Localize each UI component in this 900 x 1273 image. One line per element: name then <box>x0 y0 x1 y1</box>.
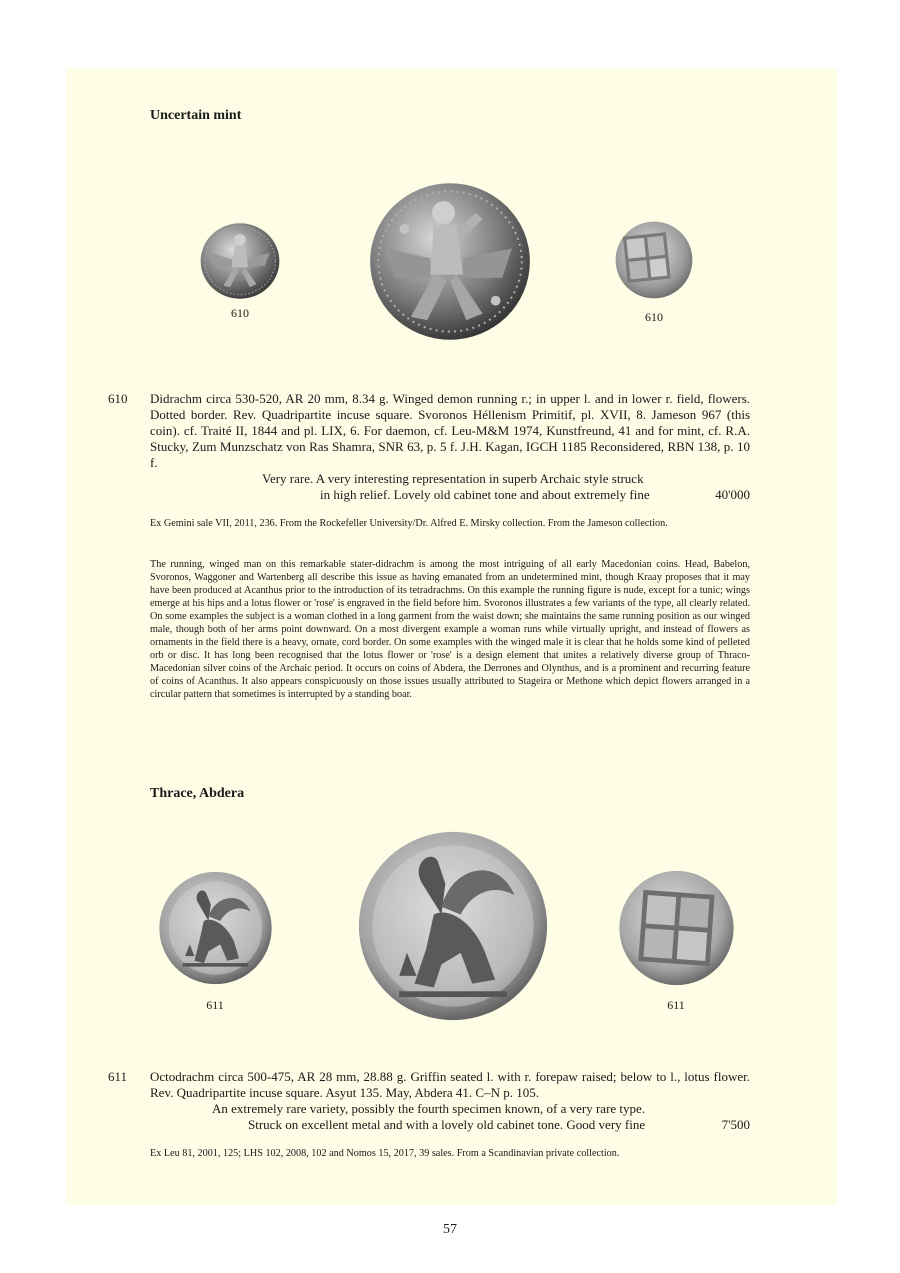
coin-label-611-obverse: 611 <box>206 998 224 1012</box>
lot-commentary-610: The running, winged man on this remarkable stater-didrachm is among the most intriguing of all early Macedonian coins. Head, Babelon, Svoronos, Waggoner and Wartenberg all describe this issue as having emanated from an undetermined mint, though Kraay proposes that it may have been produced at Acanthus prior to the introduction of its tetradrachms. On this example the running figure is nude, except for a tunic; wings emerge at his hips and a lotus flower or 'rose' is engraved in the field before him. Svoronos illustrates a few variants of the type, all clearly related. On some examples the subject is a woman clothed in a long garment from the waist down; she maintains the same running position as our winged male, though both of her arms point downward. On a most divergent example a woman runs while virtually upright, and instead of flowers as ornaments in the field there is a heavy, ornate, cord border. On some examples with the winged male it is clear that he holds some kind of pelleted orb or disc. It has long been recognised that the lotus flower or 'rose' is a design element that unites a relatively diverse group of Thraco-Macedonian silver coins of the Archaic period. It occurs on coins of Abdera, the Derrones and Olynthus, and is a prominent and recurring feature of coins of Acanthus. It also appears conspicuously on those issues usually attributed to Stageira or Methone which depict flowers arranged in a circular pattern that sometimes is interrupted by a standing boar. <box>150 559 750 700</box>
lot-number-610: 610 <box>108 391 128 406</box>
lot-description-611: Octodrachm circa 500-475, AR 28 mm, 28.88 g. Griffin seated l. with r. forepaw raised; below to l., lotus flower. Rev. Quadripartite incuse square. Asyut 135. May, Abdera 41. C–N p. 105. <box>150 1069 750 1100</box>
lot-number-611: 611 <box>108 1069 128 1084</box>
lot-description-610: Didrachm circa 530-520, AR 20 mm, 8.34 g. Winged demon running r.; in upper l. and in lower r. field, flowers. Dotted border. Rev. Quadripartite incuse square. Svoronos Héllenism Primitif, pl. XVII, 8. Jameson 967 (this coin). cf. Traité II, 1844 and pl. LIX, 6. For daemon, cf. Leu-M&M 1974, Kunstfreund, 41 and for mint, cf. R.A. Stucky, Zum Munzschatz von Ras Shamra, SNR 63, p. 5 f. J.H. Kagan, IGCH 1185 Reconsidered, RBN 138, p. 10 f. <box>150 391 750 470</box>
coin-label-611-reverse: 611 <box>667 998 685 1012</box>
lot-rarity-611-line1: An extremely rare variety, possibly the fourth specimen known, of a very rare type. <box>212 1101 646 1116</box>
coin-611-obverse-small <box>157 867 274 989</box>
coin-610-reverse <box>614 216 694 304</box>
coin-label-610-reverse: 610 <box>645 310 663 324</box>
lot-rarity-611-line2: Struck on excellent metal and with a lovely old cabinet tone. Good very fine <box>248 1117 646 1132</box>
coin-label-610-obverse: 610 <box>231 306 249 320</box>
section-title-thrace-abdera: Thrace, Abdera <box>150 786 245 801</box>
lot-price-610: 40'000 <box>715 487 750 502</box>
coin-610-obverse-large <box>366 180 534 343</box>
lot-price-611: 7'500 <box>721 1117 750 1132</box>
coin-610-obverse-small <box>198 220 282 302</box>
lot-provenance-610: Ex Gemini sale VII, 2011, 236. From the Rockefeller University/Dr. Alfred E. Mirsky collection. From the Jameson collection. <box>150 518 668 529</box>
lot-rarity-610-line1: Very rare. A very interesting representation in superb Archaic style struck <box>262 471 644 486</box>
coin-611-obverse-large <box>357 828 549 1024</box>
lot-rarity-610-line2: in high relief. Lovely old cabinet tone and about extremely fine <box>320 487 650 502</box>
page-number: 57 <box>443 1222 457 1237</box>
lot-provenance-611: Ex Leu 81, 2001, 125; LHS 102, 2008, 102 and Nomos 15, 2017, 39 sales. From a Scandinavian private collection. <box>150 1148 620 1159</box>
section-title-uncertain-mint: Uncertain mint <box>150 108 242 123</box>
coin-611-reverse <box>617 863 736 993</box>
